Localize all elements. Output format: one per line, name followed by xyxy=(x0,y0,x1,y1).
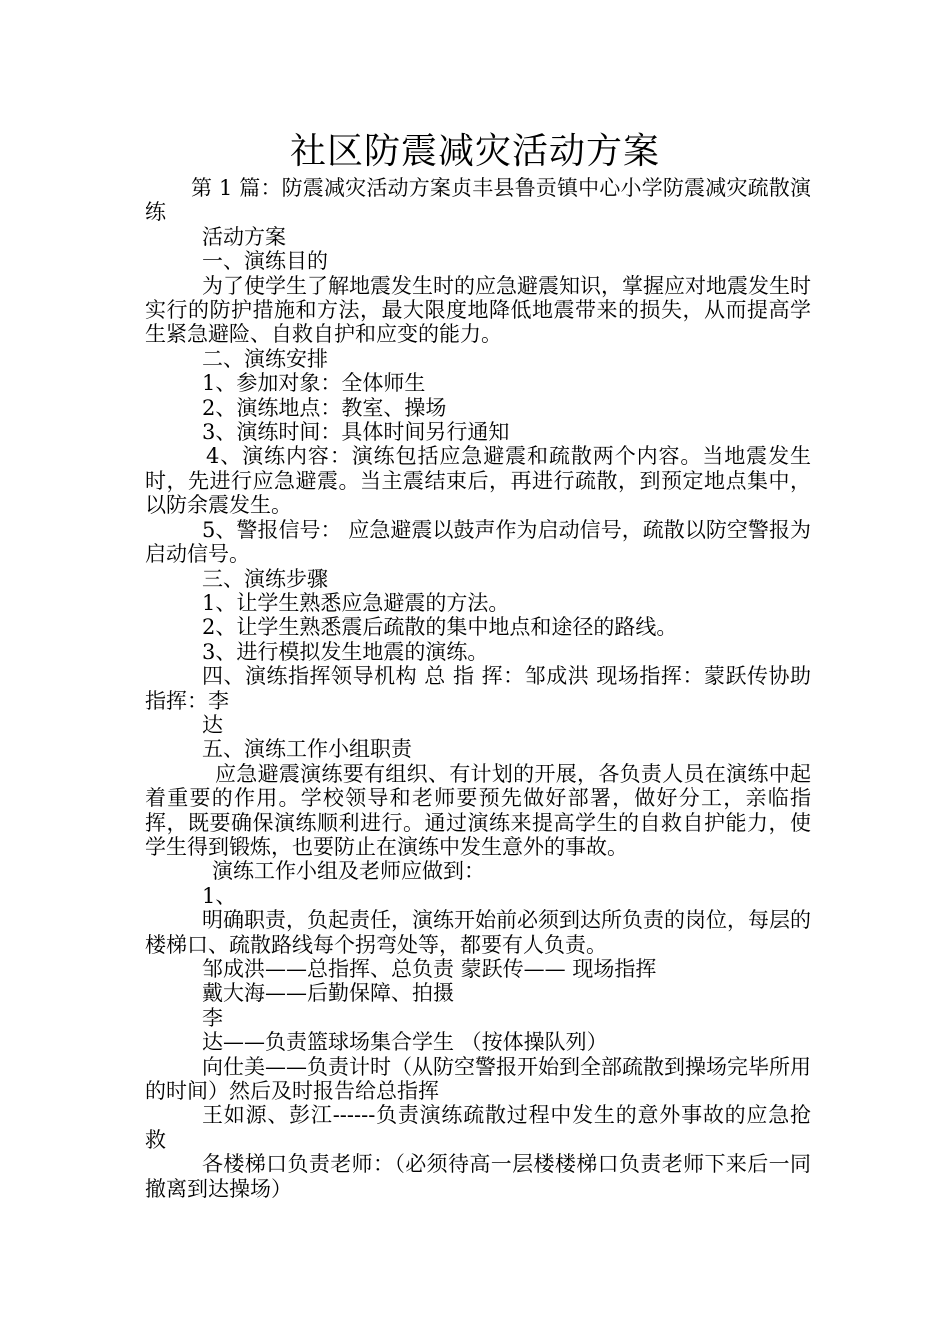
paragraph: 活动方案 xyxy=(202,224,286,249)
paragraph: 邹成洪——总指挥、总负责 蒙跃传—— 现场指挥 xyxy=(202,957,657,981)
section-heading: 五、演练工作小组职责 xyxy=(202,737,412,762)
list-item: 4、演练内容：演练包括应急避震和疏散两个内容。当地震发生时，先进行应急避震。当主震结束后，再进行疏散，到预定地点集中，以防余震发生。 xyxy=(145,444,811,518)
list-item: 1、让学生熟悉应急避震的方法。 xyxy=(202,590,510,615)
paragraph: 达——负责篮球场集合学生 （按体操队列） xyxy=(202,1030,608,1055)
section-heading: 四、演练指挥领导机构 总 指 挥：邹成洪 现场指挥：蒙跃传协助指挥：李 xyxy=(145,664,811,713)
paragraph: 各楼梯口负责老师：（必须待高一层楼楼梯口负责老师下来后一同撤离到达操场） xyxy=(145,1152,811,1201)
list-item: 3、演练时间：具体时间另行通知 xyxy=(202,420,510,445)
paragraph: 为了使学生了解地震发生时的应急避震知识，掌握应对地震发生时实行的防护措施和方法，最大限度地降低地震带来的损失，从而提高学生紧急避险、自救自护和应变的能力。 xyxy=(145,273,811,347)
paragraph: 李 xyxy=(202,1005,223,1030)
document-body xyxy=(145,176,811,1201)
paragraph: 明确职责，负起责任，演练开始前必须到达所负责的岗位，每层的楼梯口、疏散路线每个拐弯处等，都要有人负责。 xyxy=(145,908,811,957)
paragraph: 演练工作小组及老师应做到： xyxy=(212,859,485,884)
list-item: 3、进行模拟发生地震的演练。 xyxy=(202,639,489,664)
section-heading: 二、演练安排 xyxy=(202,346,328,371)
section-heading: 三、演练步骤 xyxy=(202,566,328,591)
paragraph: 向仕美——负责计时（从防空警报开始到全部疏散到操场完毕所用的时间）然后及时报告给总指挥 xyxy=(145,1054,811,1104)
paragraph: 王如源、彭江------负责演练疏散过程中发生的意外事故的应急抢救 xyxy=(145,1103,811,1152)
document-title: 社区防震减灾活动方案 xyxy=(289,131,660,172)
paragraph: 应急避震演练要有组织、有计划的开展，各负责人员在演练中起着重要的作用。学校领导和老师要预先做好部署，做好分工，亲临指挥，既要确保演练顺利进行。通过演练来提高学生的自救自护能力，使学生得到锻炼，也要防止在演练中发生意外的事故。 xyxy=(145,761,811,859)
list-item: 5、警报信号： 应急避震以鼓声作为启动信号，疏散以防空警报为启动信号。 xyxy=(145,517,811,567)
list-item: 1、参加对象：全体师生 xyxy=(202,371,426,396)
paragraph: 达 xyxy=(202,712,223,737)
list-item: 1、 xyxy=(202,883,237,908)
paragraph: 戴大海——后勤保障、拍摄 xyxy=(202,981,454,1006)
section-heading: 一、演练目的 xyxy=(202,249,328,274)
list-item: 2、演练地点：教室、操场 xyxy=(202,395,447,420)
paragraph: 第 1 篇：防震减灾活动方案贞丰县鲁贡镇中心小学防震减灾疏散演练 xyxy=(145,176,811,225)
list-item: 2、让学生熟悉震后疏散的集中地点和途径的路线。 xyxy=(202,615,678,640)
